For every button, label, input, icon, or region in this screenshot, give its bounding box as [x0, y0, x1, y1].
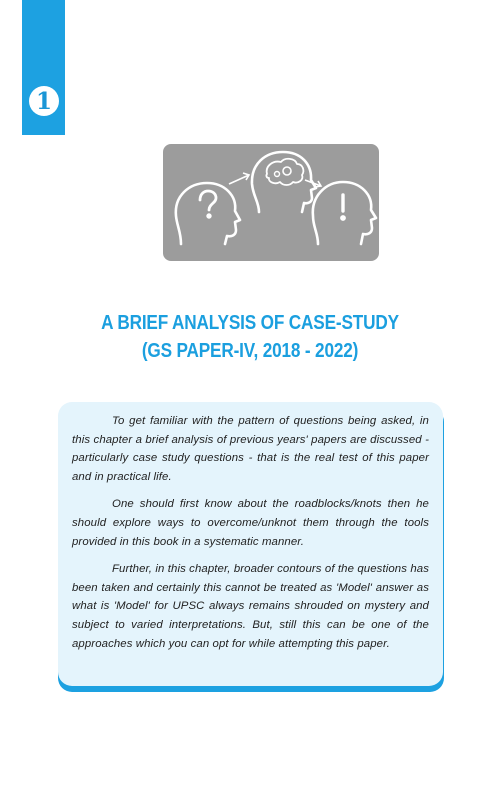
intro-paragraph: Further, in this chapter, broader contours of the questions has been taken and certainly this cannot be treated as 'Model' answer as what is 'Model' for UPSC always remains shrouded on mystery and subject to varied interpretations. But, still this can be one of the approaches which you can opt for while attempting this paper.: [72, 563, 429, 650]
head-brain-gears-icon: [252, 152, 316, 212]
head-exclamation-icon: [313, 182, 376, 244]
chapter-title-line-2: (GS PAPER-IV, 2018 - 2022): [141, 340, 359, 362]
arrow-icon: [229, 173, 249, 184]
chapter-title-line-1: A BRIEF ANALYSIS OF CASE-STUDY: [101, 312, 399, 334]
chapter-number-badge: [29, 86, 59, 116]
head-question-icon: [176, 183, 240, 244]
chapter-illustration: [163, 144, 379, 261]
intro-box: [58, 402, 443, 686]
intro-paragraph: To get familiar with the pattern of questions being asked, in this chapter a brief analysis of previous years' papers are discussed - particularly case study questions - that is the real test of this paper and in practical life.: [72, 415, 429, 483]
chapter-number: 1: [35, 87, 52, 115]
intro-paragraph: One should first know about the roadblocks/knots then he should explore ways to overcome/unknot them through the tools provided in this book in a systematic manner.: [72, 498, 429, 548]
chapter-title: [0, 309, 500, 365]
